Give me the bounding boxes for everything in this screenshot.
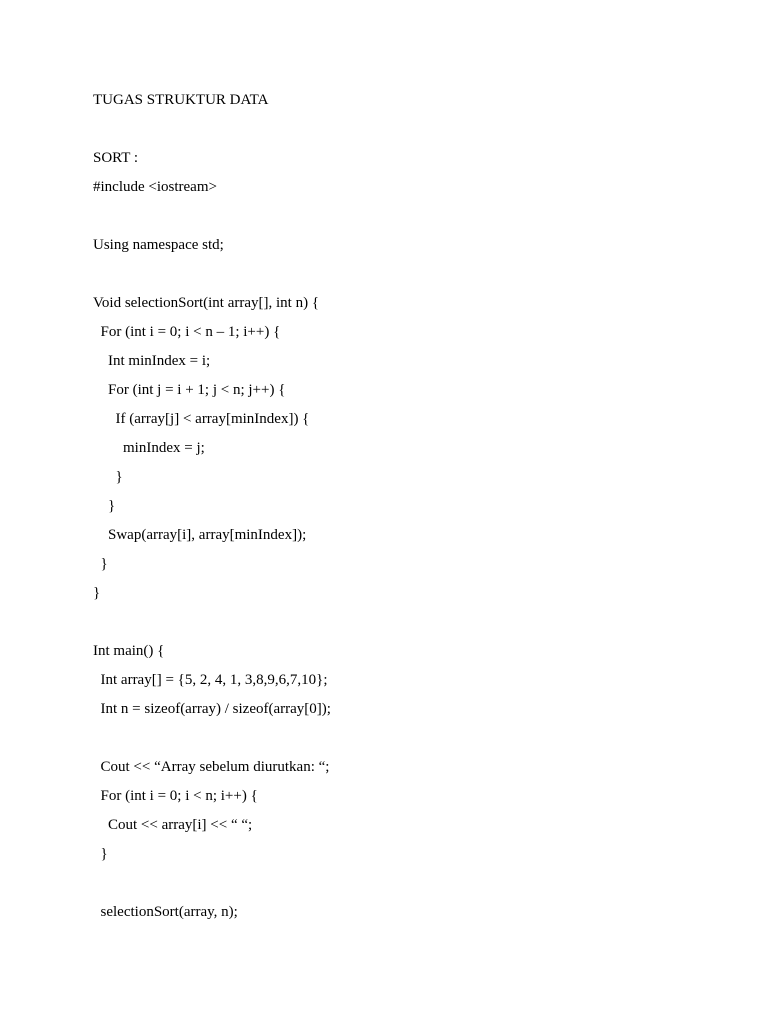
blank-line [93, 115, 713, 144]
section-label: SORT : [93, 150, 139, 166]
code-line: } [93, 556, 108, 572]
code-line: For (int j = i + 1; j < n; j++) { [93, 382, 286, 398]
blank-line [93, 724, 713, 753]
document-page [93, 86, 713, 927]
code-line: Cout << array[i] << “ “; [93, 817, 253, 833]
code-line: If (array[j] < array[minIndex]) { [93, 411, 310, 427]
code-line: Swap(array[i], array[minIndex]); [93, 527, 307, 543]
code-listing [93, 173, 713, 927]
code-line: Int n = sizeof(array) / sizeof(array[0]); [93, 701, 331, 717]
code-line: Using namespace std; [93, 237, 224, 253]
blank-line [93, 869, 713, 898]
code-line: Int array[] = {5, 2, 4, 1, 3,8,9,6,7,10}; [93, 672, 328, 688]
code-line: Int main() { [93, 643, 165, 659]
code-line: Cout << “Array sebelum diurutkan: “; [93, 759, 330, 775]
code-line: } [93, 469, 123, 485]
code-line: } [93, 585, 101, 601]
code-line: For (int i = 0; i < n; i++) { [93, 788, 258, 804]
blank-line [93, 202, 713, 231]
code-line: } [93, 498, 116, 514]
code-line: selectionSort(array, n); [93, 904, 238, 920]
code-line: } [93, 846, 108, 862]
code-line: minIndex = j; [93, 440, 205, 456]
code-line: #include <iostream> [93, 179, 217, 195]
blank-line [93, 260, 713, 289]
code-line: Void selectionSort(int array[], int n) { [93, 295, 320, 311]
code-line: Int minIndex = i; [93, 353, 211, 369]
code-line: For (int i = 0; i < n – 1; i++) { [93, 324, 281, 340]
document-title: TUGAS STRUKTUR DATA [93, 92, 269, 108]
blank-line [93, 608, 713, 637]
